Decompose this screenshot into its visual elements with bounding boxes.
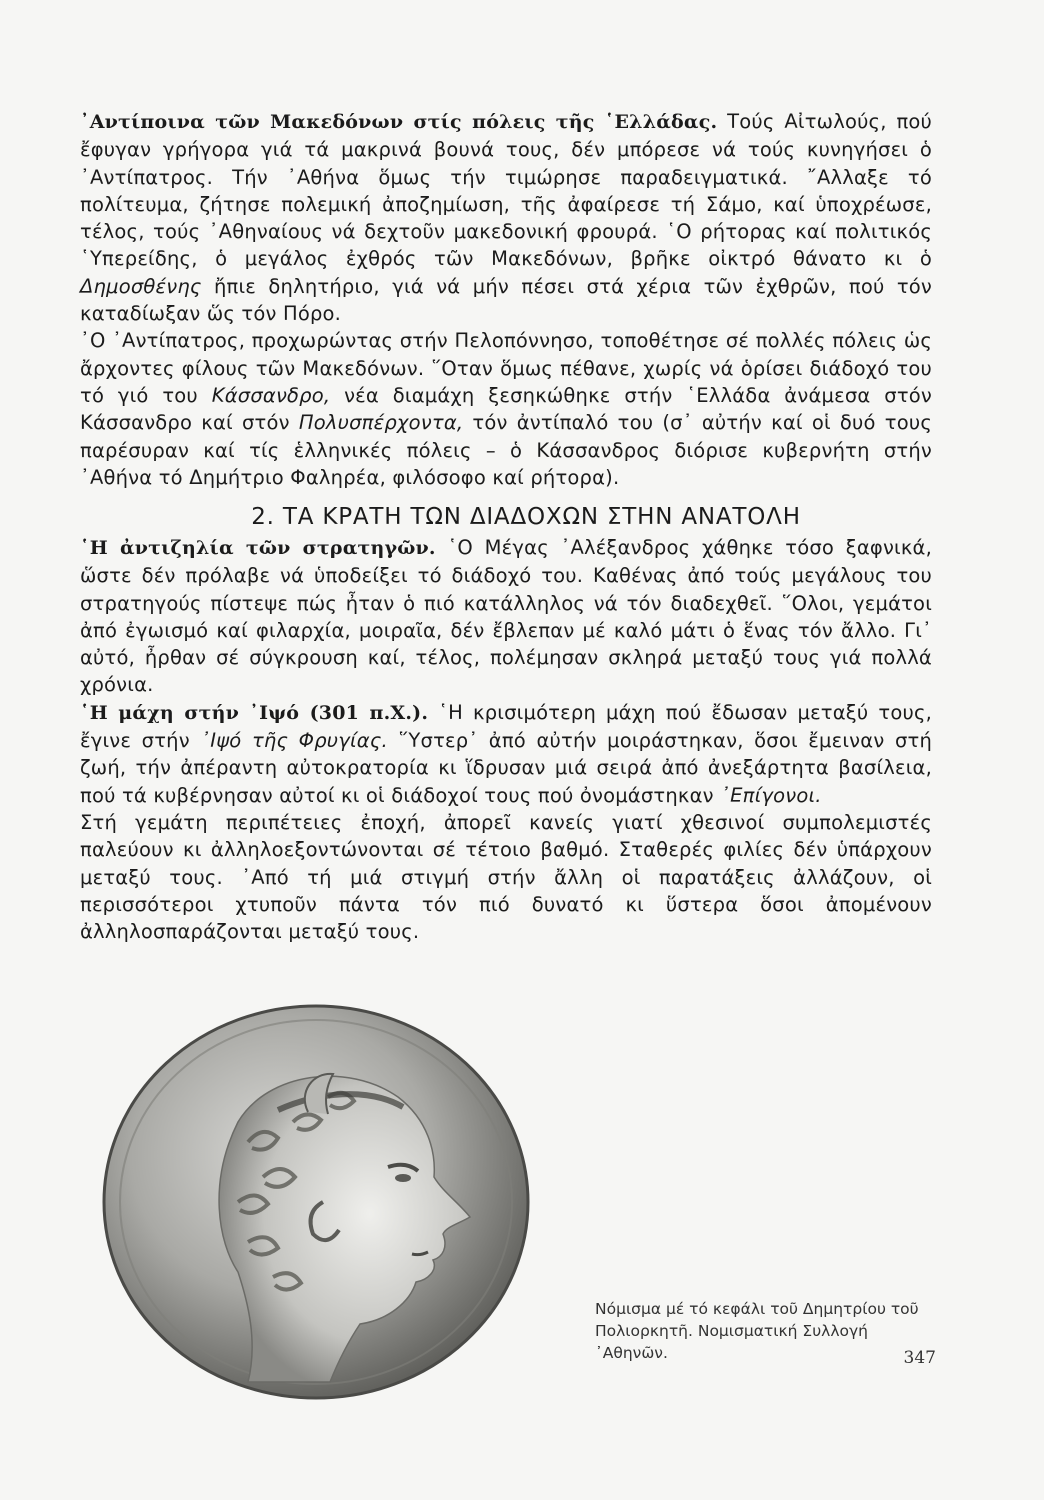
italic-name: Πολυσπέρχοντα, <box>298 411 464 435</box>
paragraph-text: ῞Υστερ᾿ ἀπό αὐτήν μοιράστηκαν, ὅσοι ἔμειναν στή ζωή, τήν ἀπέραντη αὐτοκρατορία κι ἵδρυσαν μιά σειρά ἀπό ἀνεξάρτητα βασίλεια, πού τά κυβέρνησαν αὐτοί κι οἱ διάδοχοί τους πού ὀνομάστηκαν <box>80 729 933 807</box>
page-number: 347 <box>903 1348 936 1368</box>
paragraph-text: ᾿Ο ᾿Αντίπατρος, προχωρώντας στήν Πελοπόννησο, τοποθέτησε σέ πολλές πόλεις ὡς ἄρχοντες φίλους τῶν Μακεδόνων. ῞Οταν ὅμως πέθανε, χωρίς νά ὁρίσει διάδοχό του τό γιό του <box>80 329 932 407</box>
paragraph-text: τόν ἀντίπαλό του (σ᾿ αὐτήν καί οἱ δυό τους παρέσυραν καί τίς ἑλληνικές πόλεις – ὁ Κάσσανδρος διόρισε κυβερνήτη στήν ᾿Αθήνα τό Δημήτριο Φαληρέα, φιλόσοφο καί ρήτορα). <box>80 411 933 489</box>
section-1-text <box>80 108 932 491</box>
italic-name: ᾿Επίγονοι. <box>720 783 822 807</box>
section-2-text <box>80 534 932 945</box>
paragraph-text: ῾Ο Μέγας ᾿Αλέξανδρος χάθηκε τόσο ξαφνικά, ὥστε δέν πρόλαβε νά ὑποδείξει τό διάδοχό του. Καθένας ἀπό τούς μεγάλους του στρατηγούς πίστεψε πώς ἦταν ὁ πιό κατάλληλος νά τόν διαδεχθεῖ. ῞Ολοι, γεμάτοι ἀπό ἐγωισμό καί φιλαρχία, μοιραῖα, δέν ἔβλεπαν μέ καλό μάτι ὁ ἕνας τόν ἄλλο. Γι᾿ αὐτό, ἦρθαν σέ σύγκρουση καί, τέλος, πολέμησαν σκληρά μεταξύ τους γιά πολλά χρόνια. <box>80 536 932 697</box>
paragraph-text: νέα διαμάχη ξεσηκώθηκε στήν ῾Ελλάδα ἀνάμεσα στόν Κάσσανδρο καί στόν <box>80 383 932 435</box>
paragraph-lead-heading: ῾Η ἀντιζηλία τῶν στρατηγῶν. <box>80 537 436 559</box>
paragraph-rivalry <box>80 534 932 699</box>
paragraph-lead-heading: ᾿Αντίποινα τῶν Μακεδόνων στίς πόλεις τῆς ῾Ελλάδας. <box>80 111 718 133</box>
paragraph-antipater <box>80 327 932 491</box>
italic-name: ᾿Ιψό τῆς Φρυγίας. <box>200 729 388 753</box>
italic-name: Κάσσανδρο, <box>211 383 331 407</box>
paragraph-ipsus <box>80 699 932 809</box>
figure-caption: Νόμισμα μέ τό κεφάλι τοῦ Δημητρίου τοῦ Πολιορκητῆ. Νομισματική Συλλογή ᾿Αθηνῶν. <box>595 1300 919 1362</box>
section-heading: 2. ΤΑ ΚΡΑΤΗ ΤΩΝ ΔΙΑΔΟΧΩΝ ΣΤΗΝ ΑΝΑΤΟΛΗ <box>251 504 801 530</box>
paragraph-reprisals <box>80 108 932 327</box>
italic-name: Δημοσθένης <box>80 274 202 298</box>
paragraph-era <box>80 809 932 945</box>
coin-image <box>98 1002 538 1402</box>
paragraph-lead-heading: ῾Η μάχη στήν ᾿Ιψό (301 π.Χ.). <box>80 701 429 724</box>
paragraph-text: ἤπιε δηλητήριο, γιά νά μήν πέσει στά χέρια τῶν ἐχθρῶν, πού τόν καταδίωξαν ὥς τόν Πόρο. <box>80 274 932 326</box>
paragraph-text: ῾Η κρισιμότερη μάχη πού ἔδωσαν μεταξύ τους, ἔγινε στήν <box>80 700 932 753</box>
paragraph-text: Τούς Αἰτωλούς, πού ἔφυγαν γρήγορα γιά τά μακρινά βουνά τους, δέν μπόρεσε νά τούς κυνηγήσει ὁ ᾿Αντίπατρος. Τήν ᾿Αθήνα ὅμως τήν τιμώρησε παραδειγματικά. ῎Αλλαξε τό πολίτευμα, ζήτησε πολεμική ἀποζημίωση, τῆς ἀφαίρεσε τή Σάμο, καί ὑποχρέωσε, τέλος, τούς ᾿Αθηναίους νά δεχτοῦν μακεδονική φρουρά. ῾Ο ρήτορας καί πολιτικός ῾Υπερείδης, ὁ μεγάλος ἐχθρός τῶν Μακεδόνων, βρῆκε οἰκτρό θάνατο κι ὁ <box>80 110 932 271</box>
paragraph-text: Στή γεμάτη περιπέτειες ἐποχή, ἀπορεῖ κανείς γιατί χθεσινοί συμπολεμιστές παλεύουν κι ἀλληλοεξοντώνονται σέ τέτοιο βαθμό. Σταθερές φιλίες δέν ὑπάρχουν μεταξύ τους. ᾿Από τή μιά στιγμή στήν ἄλλη οἱ παρατάξεις ἀλλάζουν, οἱ περισσότεροι χτυποῦν πάντα τόν πιό δυνατό κι ὕστερα ὅσοι ἀπομένουν ἀλληλοσπαράζονται μεταξύ τους. <box>80 810 932 944</box>
